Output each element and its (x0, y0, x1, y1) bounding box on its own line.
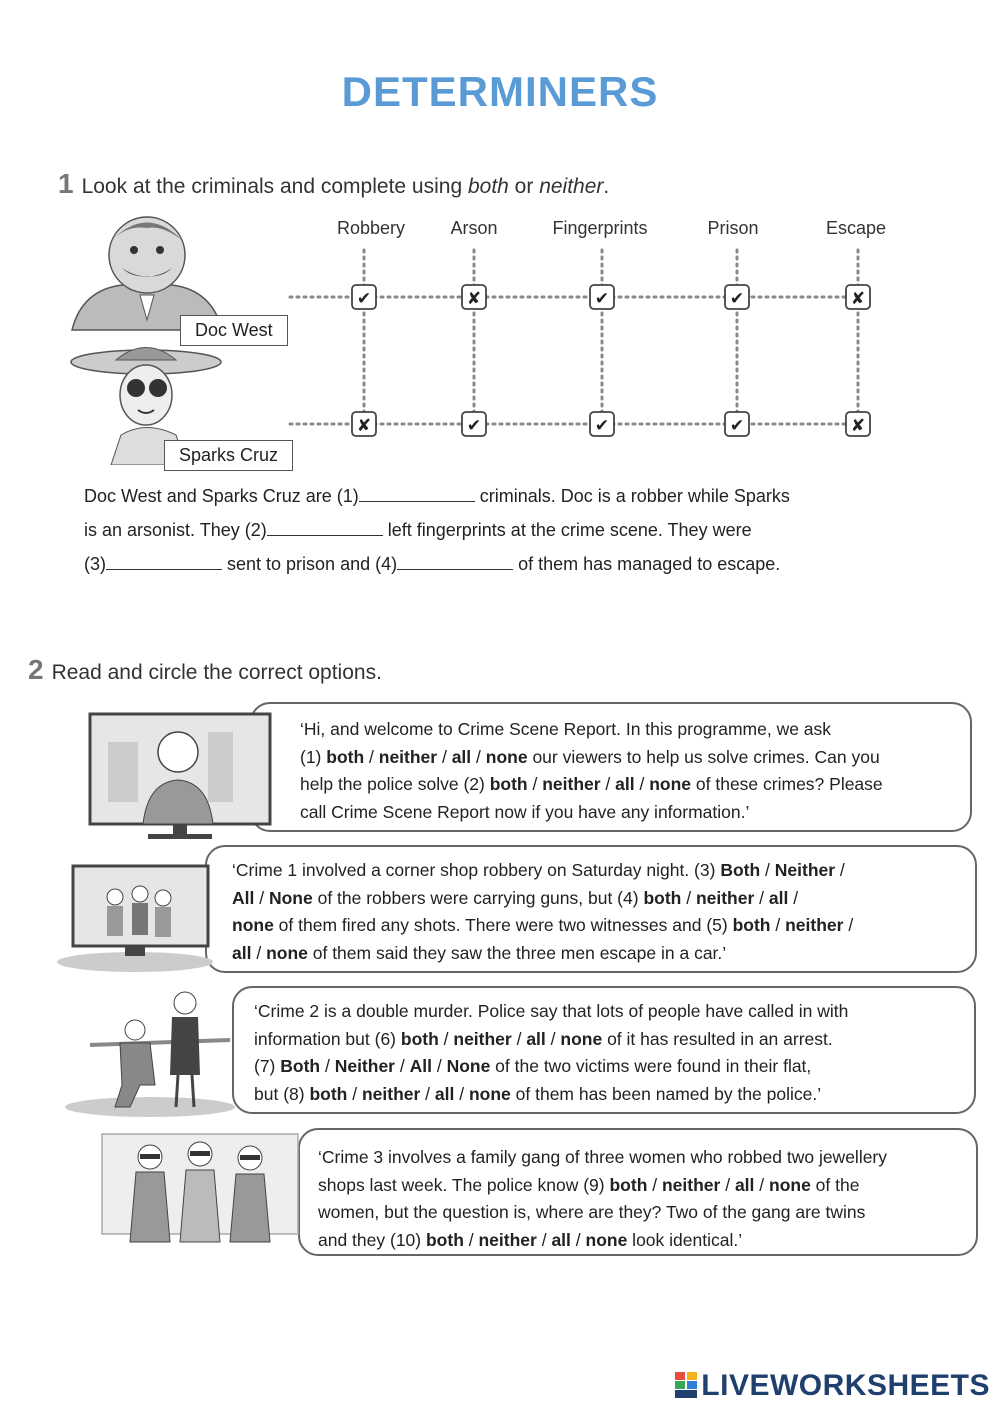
liveworksheets-icon (675, 1372, 697, 1398)
option-none[interactable]: none (769, 1174, 811, 1195)
column-label-arson: Arson (450, 218, 498, 238)
column-label-prison: Prison (707, 218, 759, 238)
column-label-fingerprints: Fingerprints (552, 218, 648, 238)
exercise-1-instruction: 1 Look at the criminals and complete using both or neither. (58, 168, 610, 199)
panel-1-text: ‘Hi, and welcome to Crime Scene Report. In this programme, we ask (1) both / neither / all / none our viewers to help us solve crimes. Can you help the police solve (2) both / neither / all / none of these crimes? Please call Crime Scene Report now if you have any information.’ (300, 719, 883, 822)
gang-illustration (100, 1132, 300, 1252)
option-both[interactable]: both (732, 915, 771, 936)
exercise-2-instruction: 2 Read and circle the correct options. (28, 654, 382, 685)
option-all[interactable]: all (615, 774, 635, 795)
mark-doc-arson: ✘ (466, 289, 482, 309)
option-all[interactable]: all (232, 942, 252, 963)
page-title: DETERMINERS (341, 68, 659, 115)
option-none[interactable]: none (468, 1083, 511, 1104)
option-neither[interactable]: neither (661, 1174, 721, 1195)
option-neither[interactable]: Neither (334, 1056, 395, 1077)
blank-1[interactable] (359, 483, 475, 502)
option-all[interactable]: all (734, 1174, 755, 1195)
option-neither[interactable]: neither (361, 1083, 421, 1104)
option-both[interactable]: both (309, 1083, 348, 1104)
option-all[interactable]: all (551, 1229, 571, 1250)
blank-2[interactable] (267, 517, 383, 536)
option-all[interactable]: All (409, 1056, 432, 1077)
option-neither[interactable]: neither (478, 1229, 537, 1250)
mark-doc-robbery: ✔ (356, 289, 372, 309)
exercise-number: 1 (58, 168, 74, 199)
option-all[interactable]: all (768, 887, 789, 908)
option-both[interactable]: both (326, 746, 365, 767)
exercise-number: 2 (28, 654, 44, 685)
option-neither[interactable]: neither (542, 774, 601, 795)
mark-doc-fingerprints: ✔ (594, 289, 610, 309)
option-none[interactable]: None (446, 1056, 491, 1077)
option-none[interactable]: none (560, 1028, 603, 1049)
murder-scene-illustration (60, 985, 240, 1120)
option-neither[interactable]: neither (785, 915, 844, 936)
option-all[interactable]: all (451, 746, 472, 767)
option-both[interactable]: both (609, 1174, 648, 1195)
column-label-escape: Escape (825, 218, 887, 238)
option-neither[interactable]: neither (378, 746, 438, 767)
option-none[interactable]: none (266, 942, 308, 963)
option-neither[interactable]: neither (695, 887, 755, 908)
option-both[interactable]: Both (720, 860, 761, 880)
criminal-name-doc-west: Doc West (180, 315, 288, 346)
exercise-1-text: Doc West and Sparks Cruz are (1) criminals. Doc is a robber while Sparks is an arsonist. They (2) left fingerprints at the crime scene. They were (3) sent to prison and (4) of them has managed to escape. (84, 479, 964, 581)
panel-4-text: ‘Crime 3 involves a family gang of three women who robbed two jewellery shops last week. The police know (9) both / neither / all / none of the women, but the question is, where are they? Two of the gang are twins and they (10) both / neither / all / none look identical.’ (318, 1147, 888, 1250)
option-none[interactable]: none (485, 746, 528, 767)
robbery-scene-illustration (55, 862, 215, 972)
criminal-name-sparks-cruz: Sparks Cruz (164, 440, 293, 471)
option-all[interactable]: all (526, 1028, 546, 1049)
option-none[interactable]: none (649, 774, 692, 795)
mark-sparks-arson: ✔ (466, 416, 482, 436)
mark-doc-escape: ✘ (850, 289, 866, 309)
panel-2-text: ‘Crime 1 involved a corner shop robbery on Saturday night. (3) Both / Neither / All / None of the robbers were carrying guns, but (4) both / neither / all / none of them fired any shots. There were two witnesses and (5) both / neither / all / none of them said they saw the three men escape in a car.’ (232, 860, 854, 963)
option-all[interactable]: All (232, 887, 255, 908)
mark-sparks-escape: ✘ (850, 416, 866, 436)
blank-3[interactable] (106, 551, 222, 570)
mark-sparks-robbery: ✘ (356, 416, 372, 436)
option-all[interactable]: all (434, 1083, 455, 1104)
mark-sparks-prison: ✔ (729, 416, 745, 436)
option-both[interactable]: both (643, 887, 682, 908)
column-label-robbery: Robbery (336, 218, 406, 238)
mark-doc-prison: ✔ (729, 289, 745, 309)
option-both[interactable]: both (400, 1028, 439, 1049)
option-neither[interactable]: neither (453, 1028, 512, 1049)
option-both[interactable]: both (425, 1229, 464, 1250)
option-none[interactable]: none (232, 915, 274, 936)
liveworksheets-logo: LIVEWORKSHEETS (675, 1369, 990, 1403)
blank-4[interactable] (397, 551, 513, 570)
panel-3-text: ‘Crime 2 is a double murder. Police say that lots of people have called in with information but (6) both / neither / all / none of it has resulted in an arrest. (7) Both / Neither / All / None of the two victims were found in their flat, but (8) both / neither / all / none of them has been named by the police.’ (254, 1001, 849, 1104)
option-neither[interactable]: Neither (774, 860, 836, 880)
option-none[interactable]: none (585, 1229, 628, 1250)
mark-sparks-fingerprints: ✔ (594, 416, 610, 436)
tv-presenter-illustration (88, 712, 278, 842)
option-both[interactable]: Both (280, 1056, 321, 1077)
option-none[interactable]: None (268, 887, 313, 908)
option-both[interactable]: both (489, 774, 528, 795)
